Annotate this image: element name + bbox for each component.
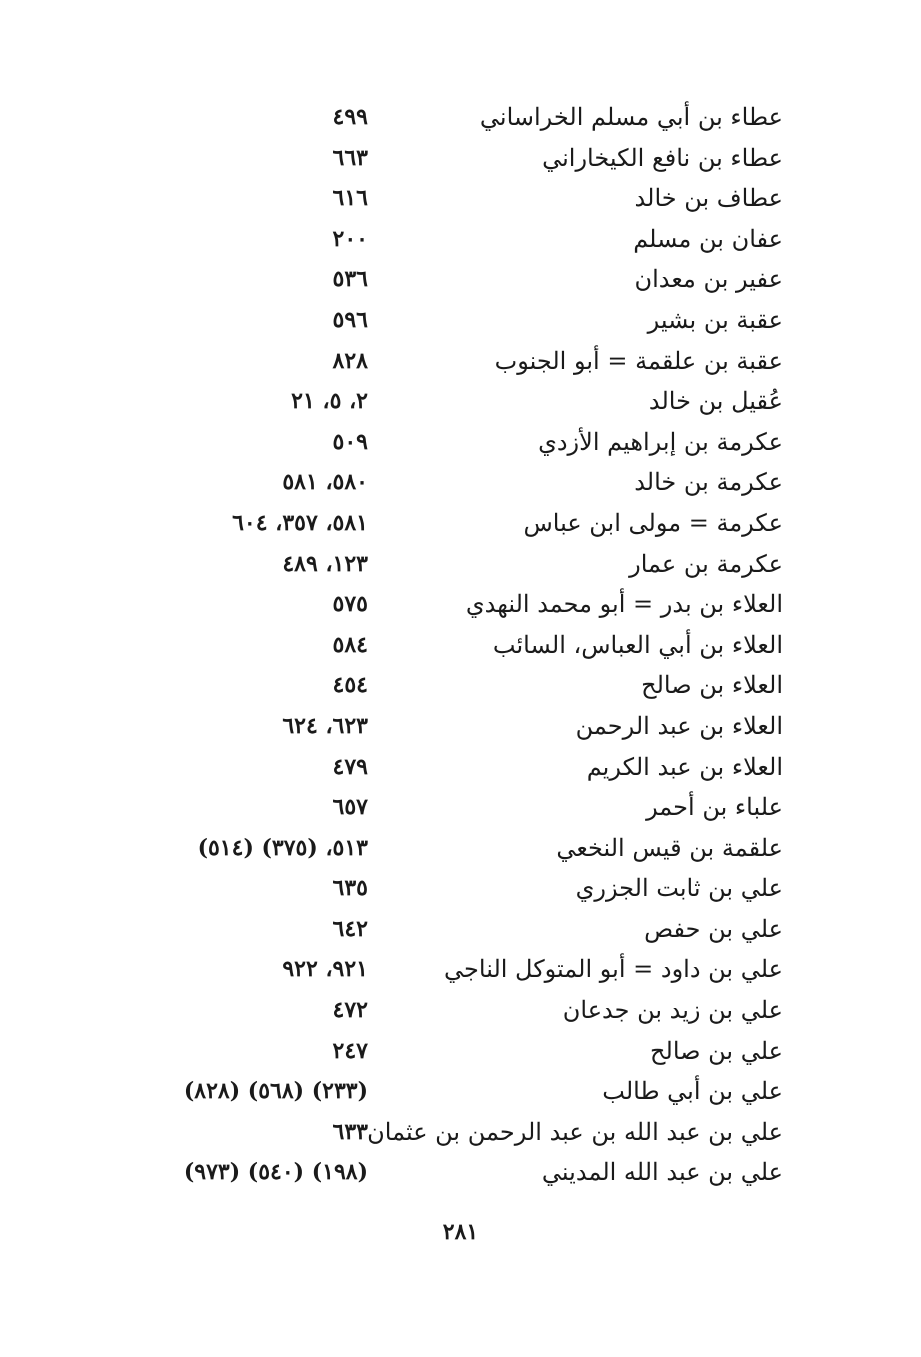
entry-name: عفير بن معدان (634, 265, 783, 294)
index-entry (0, 1070, 921, 1111)
index-entry (0, 96, 921, 137)
entry-name: العلاء بن بدر = أبو محمد النهدي (465, 590, 783, 619)
index-entry (0, 461, 921, 502)
entry-pages: ٢٠٠ (332, 225, 368, 252)
index-entry (0, 543, 921, 584)
entry-pages: ٥٧٥ (332, 591, 368, 618)
entry-pages: ٦٣٥ (332, 875, 368, 902)
entry-pages: ٥٨١، ٣٥٧، ٦٠٤ (232, 509, 368, 536)
entry-name: عقبة بن بشير (647, 305, 783, 334)
entry-name: علي بن زيد بن جدعان (562, 996, 783, 1025)
entry-name: عفان بن مسلم (633, 224, 783, 253)
entry-pages: ٥٨٠، ٥٨١ (282, 469, 368, 496)
entry-pages: ٢، ٥، ٢١ (291, 388, 368, 415)
entry-name: علي بن أبي طالب (602, 1077, 783, 1106)
index-entry (0, 908, 921, 949)
index-list (0, 96, 921, 1192)
entry-pages: ٢٤٧ (332, 1037, 368, 1064)
entry-pages: ٤٧٢ (332, 997, 368, 1024)
index-entry (0, 746, 921, 787)
index-entry (0, 948, 921, 989)
entry-name: عطاف بن خالد (634, 184, 783, 213)
entry-name: عطاء بن نافع الكيخاراني (542, 143, 783, 172)
entry-name: عطاء بن أبي مسلم الخراساني (479, 103, 783, 131)
index-entry (0, 340, 921, 381)
index-entry (0, 421, 921, 462)
entry-pages: ٥٠٩ (332, 428, 368, 455)
entry-name: العلاء بن عبد الكريم (586, 752, 783, 781)
entry-name: عكرمة بن عمار (629, 549, 783, 578)
index-entry (0, 137, 921, 178)
entry-pages: ٦٢٣، ٦٢٤ (282, 712, 368, 739)
entry-pages: ٩٢١، ٩٢٢ (282, 956, 368, 983)
entry-pages: ٦٦٣ (332, 144, 368, 171)
index-entry (0, 786, 921, 827)
entry-pages: ٨٢٨ (332, 347, 368, 374)
entry-pages: (١٩٨) (٥٤٠) (٩٧٣) (183, 1159, 368, 1186)
entry-name: عكرمة بن إبراهيم الأزدي (538, 427, 783, 456)
index-entry (0, 218, 921, 259)
entry-pages: ٦٤٢ (332, 915, 368, 942)
entry-pages: ٥٣٦ (332, 266, 368, 293)
entry-name: عقبة بن علقمة = أبو الجنوب (494, 346, 783, 375)
entry-name: علي بن حفص (644, 914, 783, 943)
index-entry (0, 1151, 921, 1192)
entry-pages: ٦١٦ (332, 185, 368, 212)
entry-name: علي بن عبد الله المديني (541, 1158, 783, 1187)
entry-name: علي بن صالح (650, 1036, 783, 1065)
entry-name: عكرمة بن خالد (634, 468, 783, 497)
entry-name: عُقيل بن خالد (648, 387, 783, 416)
entry-name: العلاء بن أبي العباس، السائب (492, 630, 783, 659)
index-entry (0, 827, 921, 868)
index-entry (0, 624, 921, 665)
entry-pages: ٥١٣، (٣٧٥) (٥١٤) (197, 834, 368, 861)
entry-name: علقمة بن قيس النخعي (556, 833, 783, 862)
entry-name: علي بن ثابت الجزري (575, 874, 783, 903)
index-entry (0, 380, 921, 421)
index-entry (0, 502, 921, 543)
entry-pages: (٢٣٣) (٥٦٨) (٨٢٨) (183, 1078, 368, 1105)
entry-pages: ٤٧٩ (332, 753, 368, 780)
entry-pages: ٦٥٧ (332, 794, 368, 821)
index-entry (0, 989, 921, 1030)
entry-pages: ٤٥٤ (332, 672, 368, 699)
entry-name: علي بن داود = أبو المتوكل الناجي (444, 955, 783, 984)
entry-pages: ٤٩٩ (332, 104, 368, 130)
entry-name: علباء بن أحمر (646, 793, 783, 822)
entry-name: عكرمة = مولى ابن عباس (523, 508, 783, 537)
index-entry (0, 583, 921, 624)
index-entry (0, 705, 921, 746)
entry-pages: ٥٨٤ (332, 631, 368, 658)
entry-name: علي بن عبد الله بن عبد الرحمن بن عثمان (367, 1117, 783, 1146)
entry-name: العلاء بن عبد الرحمن (575, 711, 783, 740)
page-number: ٢٨١ (442, 1219, 479, 1245)
entry-pages: ١٢٣، ٤٨٩ (282, 550, 368, 577)
index-entry (0, 867, 921, 908)
index-entry (0, 258, 921, 299)
index-entry (0, 1111, 921, 1152)
index-entry (0, 1030, 921, 1071)
index-entry (0, 299, 921, 340)
entry-pages: ٦٣٣ (332, 1118, 368, 1145)
index-entry (0, 177, 921, 218)
entry-pages: ٥٩٦ (332, 306, 368, 333)
index-entry (0, 664, 921, 705)
entry-name: العلاء بن صالح (641, 671, 783, 700)
